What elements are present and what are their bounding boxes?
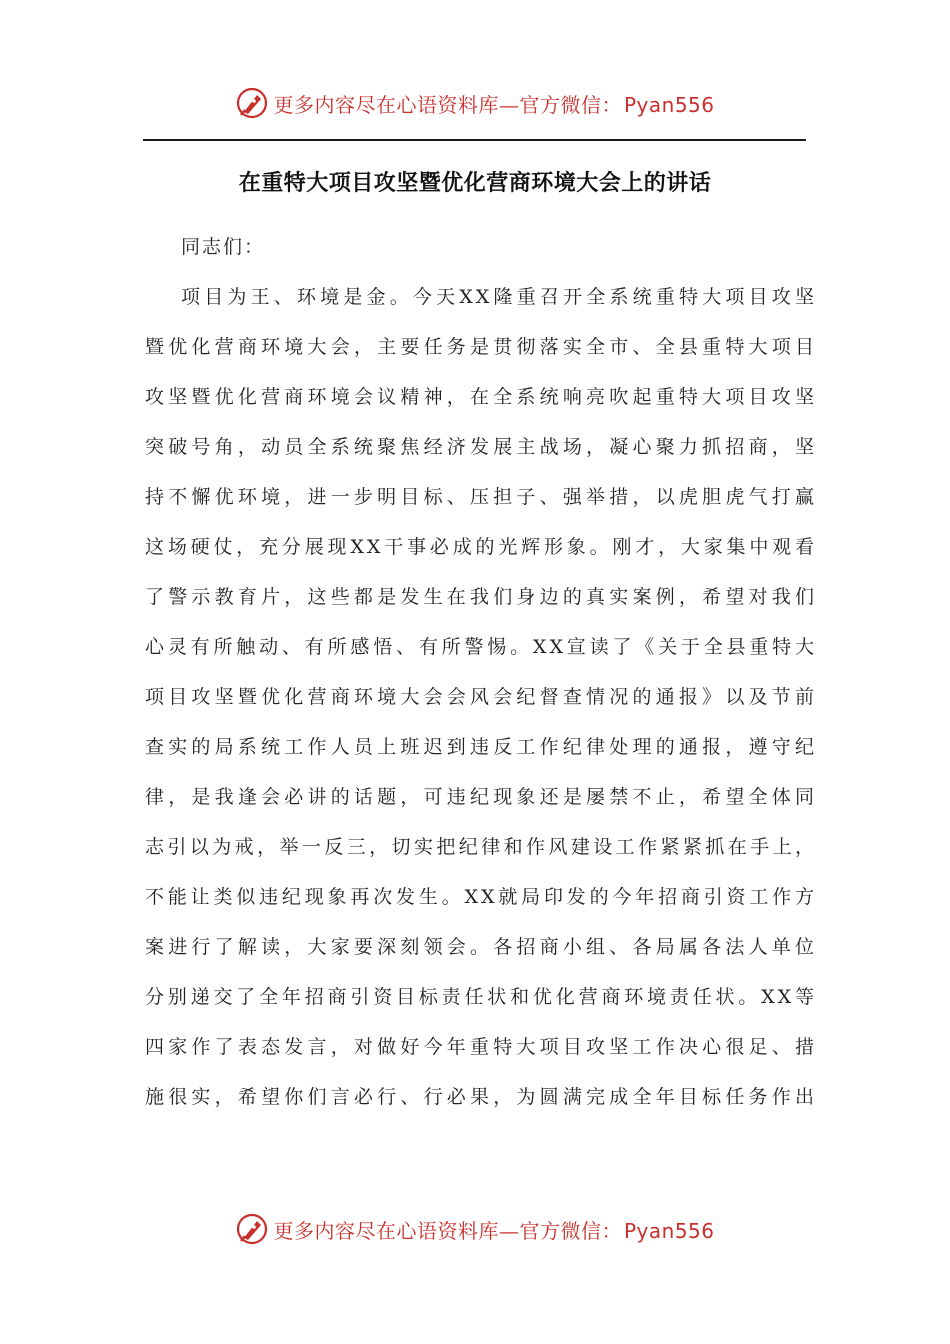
salutation: 同志们： (181, 236, 266, 258)
body-line: 心灵有所触动、有所感悟、有所警惕。XX宣读了《关于全县重特大 (145, 636, 817, 658)
banner-handle: Pyan556 (623, 1218, 715, 1243)
body-line: 四家作了表态发言，对做好今年重特大项目攻坚工作决心很足、措 (145, 1036, 817, 1058)
body-line: 项目为王、环境是金。今天XX隆重召开全系统重特大项目攻坚 (181, 286, 817, 308)
pen-nib-seal-icon (235, 1212, 269, 1246)
document-title: 在重特大项目攻坚暨优化营商环境大会上的讲话 (238, 171, 712, 196)
header-banner (0, 83, 950, 123)
body-line: 项目攻坚暨优化营商环境大会会风会纪督查情况的通报》以及节前 (145, 686, 817, 708)
body-line: 暨优化营商环境大会，主要任务是贯彻落实全市、全县重特大项目 (145, 336, 817, 358)
body-line: 突破号角，动员全系统聚焦经济发展主战场，凝心聚力抓招商，坚 (145, 436, 817, 458)
body-line: 了警示教育片，这些都是发生在我们身边的真实案例，希望对我们 (145, 586, 817, 608)
body-line: 案进行了解读，大家要深刻领会。各招商小组、各局属各法人单位 (145, 936, 817, 958)
body-line: 志引以为戒，举一反三，切实把纪律和作风建设工作紧紧抓在手上， (145, 836, 817, 858)
banner-text: 更多内容尽在心语资料库—官方微信： Pyan556 (273, 92, 715, 117)
banner-handle: Pyan556 (623, 92, 715, 117)
body-line: 律，是我逢会必讲的话题，可违纪现象还是屡禁不止，希望全体同 (145, 786, 817, 808)
body-line: 施很实，希望你们言必行、行必果，为圆满完成全年目标任务作出 (145, 1086, 817, 1108)
body-line: 分别递交了全年招商引资目标责任状和优化营商环境责任状。XX等 (145, 986, 817, 1008)
body-line: 持不懈优环境，进一步明目标、压担子、强举措，以虎胆虎气打赢 (145, 486, 817, 508)
pen-nib-seal-icon (235, 86, 269, 120)
body-line: 这场硬仗，充分展现XX干事必成的光辉形象。刚才，大家集中观看 (145, 536, 817, 558)
footer-banner (0, 1209, 950, 1249)
body-line: 查实的局系统工作人员上班迟到违反工作纪律处理的通报，遵守纪 (145, 736, 817, 758)
header-rule (143, 139, 806, 141)
banner-text: 更多内容尽在心语资料库—官方微信： Pyan556 (273, 1218, 715, 1243)
body-line: 不能让类似违纪现象再次发生。XX就局印发的今年招商引资工作方 (145, 886, 817, 908)
document-body (145, 272, 817, 1122)
body-line: 攻坚暨优化营商环境会议精神，在全系统响亮吹起重特大项目攻坚 (145, 386, 817, 408)
